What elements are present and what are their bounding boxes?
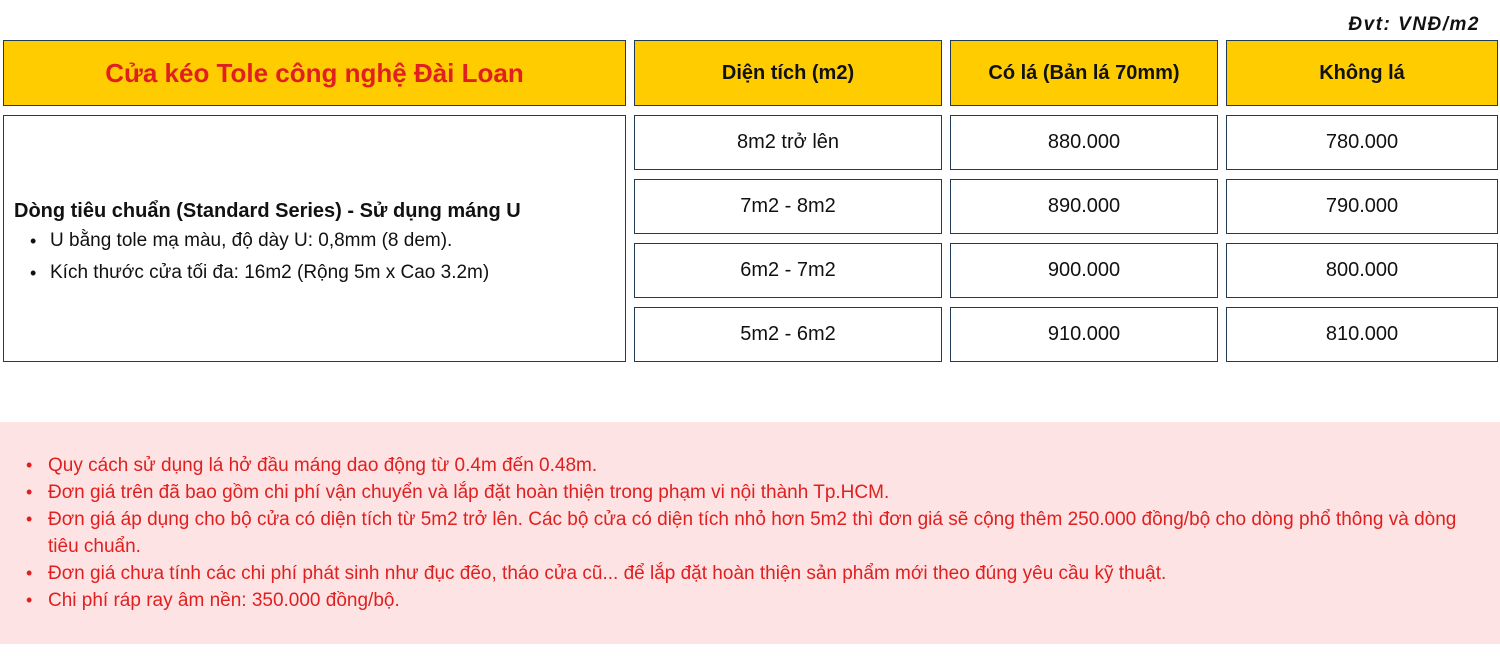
table-cell-area: 5m2 - 6m2 (634, 307, 942, 362)
table-cell-with-slat: 890.000 (950, 179, 1218, 234)
table-title: Cửa kéo Tole công nghệ Đài Loan (3, 40, 626, 106)
note-item: • Đơn giá áp dụng cho bộ cửa có diện tích từ 5m2 trở lên. Các bộ cửa có diện tích nhỏ hơn 5m2 thì đơn giá sẽ cộng thêm 250.000 đồng/bộ cho dòng phổ thông và dòng tiêu chuẩn. (26, 506, 1480, 560)
notes-panel (0, 422, 1500, 644)
table-cell-without-slat: 780.000 (1226, 115, 1498, 170)
col-header-area: Diện tích (m2) (634, 40, 942, 106)
col-header-without-slat: Không lá (1226, 40, 1498, 106)
unit-label: Đvt: VNĐ/m2 (1348, 14, 1480, 35)
note-item: • Quy cách sử dụng lá hở đầu máng dao động từ 0.4m đến 0.48m. (26, 452, 1480, 479)
table-cell-without-slat: 790.000 (1226, 179, 1498, 234)
table-cell-without-slat: 810.000 (1226, 307, 1498, 362)
notes-list (26, 452, 1480, 614)
table-cell-area: 8m2 trở lên (634, 115, 942, 170)
table-cell-area: 7m2 - 8m2 (634, 179, 942, 234)
table-cell-area: 6m2 - 7m2 (634, 243, 942, 298)
series-bullet: • U bằng tole mạ màu, độ dày U: 0,8mm (8 dem). (30, 225, 625, 257)
series-bullet: • Kích thước cửa tối đa: 16m2 (Rộng 5m x Cao 3.2m) (30, 257, 625, 289)
series-name: Dòng tiêu chuẩn (Standard Series) - Sử dụng máng U (14, 199, 521, 222)
table-cell-without-slat: 800.000 (1226, 243, 1498, 298)
series-bullets (30, 225, 625, 289)
note-item: • Chi phí ráp ray âm nền: 350.000 đồng/bộ. (26, 587, 1480, 614)
table-cell-with-slat: 910.000 (950, 307, 1218, 362)
series-description (3, 115, 626, 362)
note-item: • Đơn giá trên đã bao gồm chi phí vận chuyển và lắp đặt hoàn thiện trong phạm vi nội thành Tp.HCM. (26, 479, 1480, 506)
col-header-with-slat: Có lá (Bản lá 70mm) (950, 40, 1218, 106)
table-cell-with-slat: 900.000 (950, 243, 1218, 298)
note-item: • Đơn giá chưa tính các chi phí phát sinh như đục đẽo, tháo cửa cũ... để lắp đặt hoàn thiện sản phẩm mới theo đúng yêu cầu kỹ thuật. (26, 560, 1480, 587)
table-cell-with-slat: 880.000 (950, 115, 1218, 170)
